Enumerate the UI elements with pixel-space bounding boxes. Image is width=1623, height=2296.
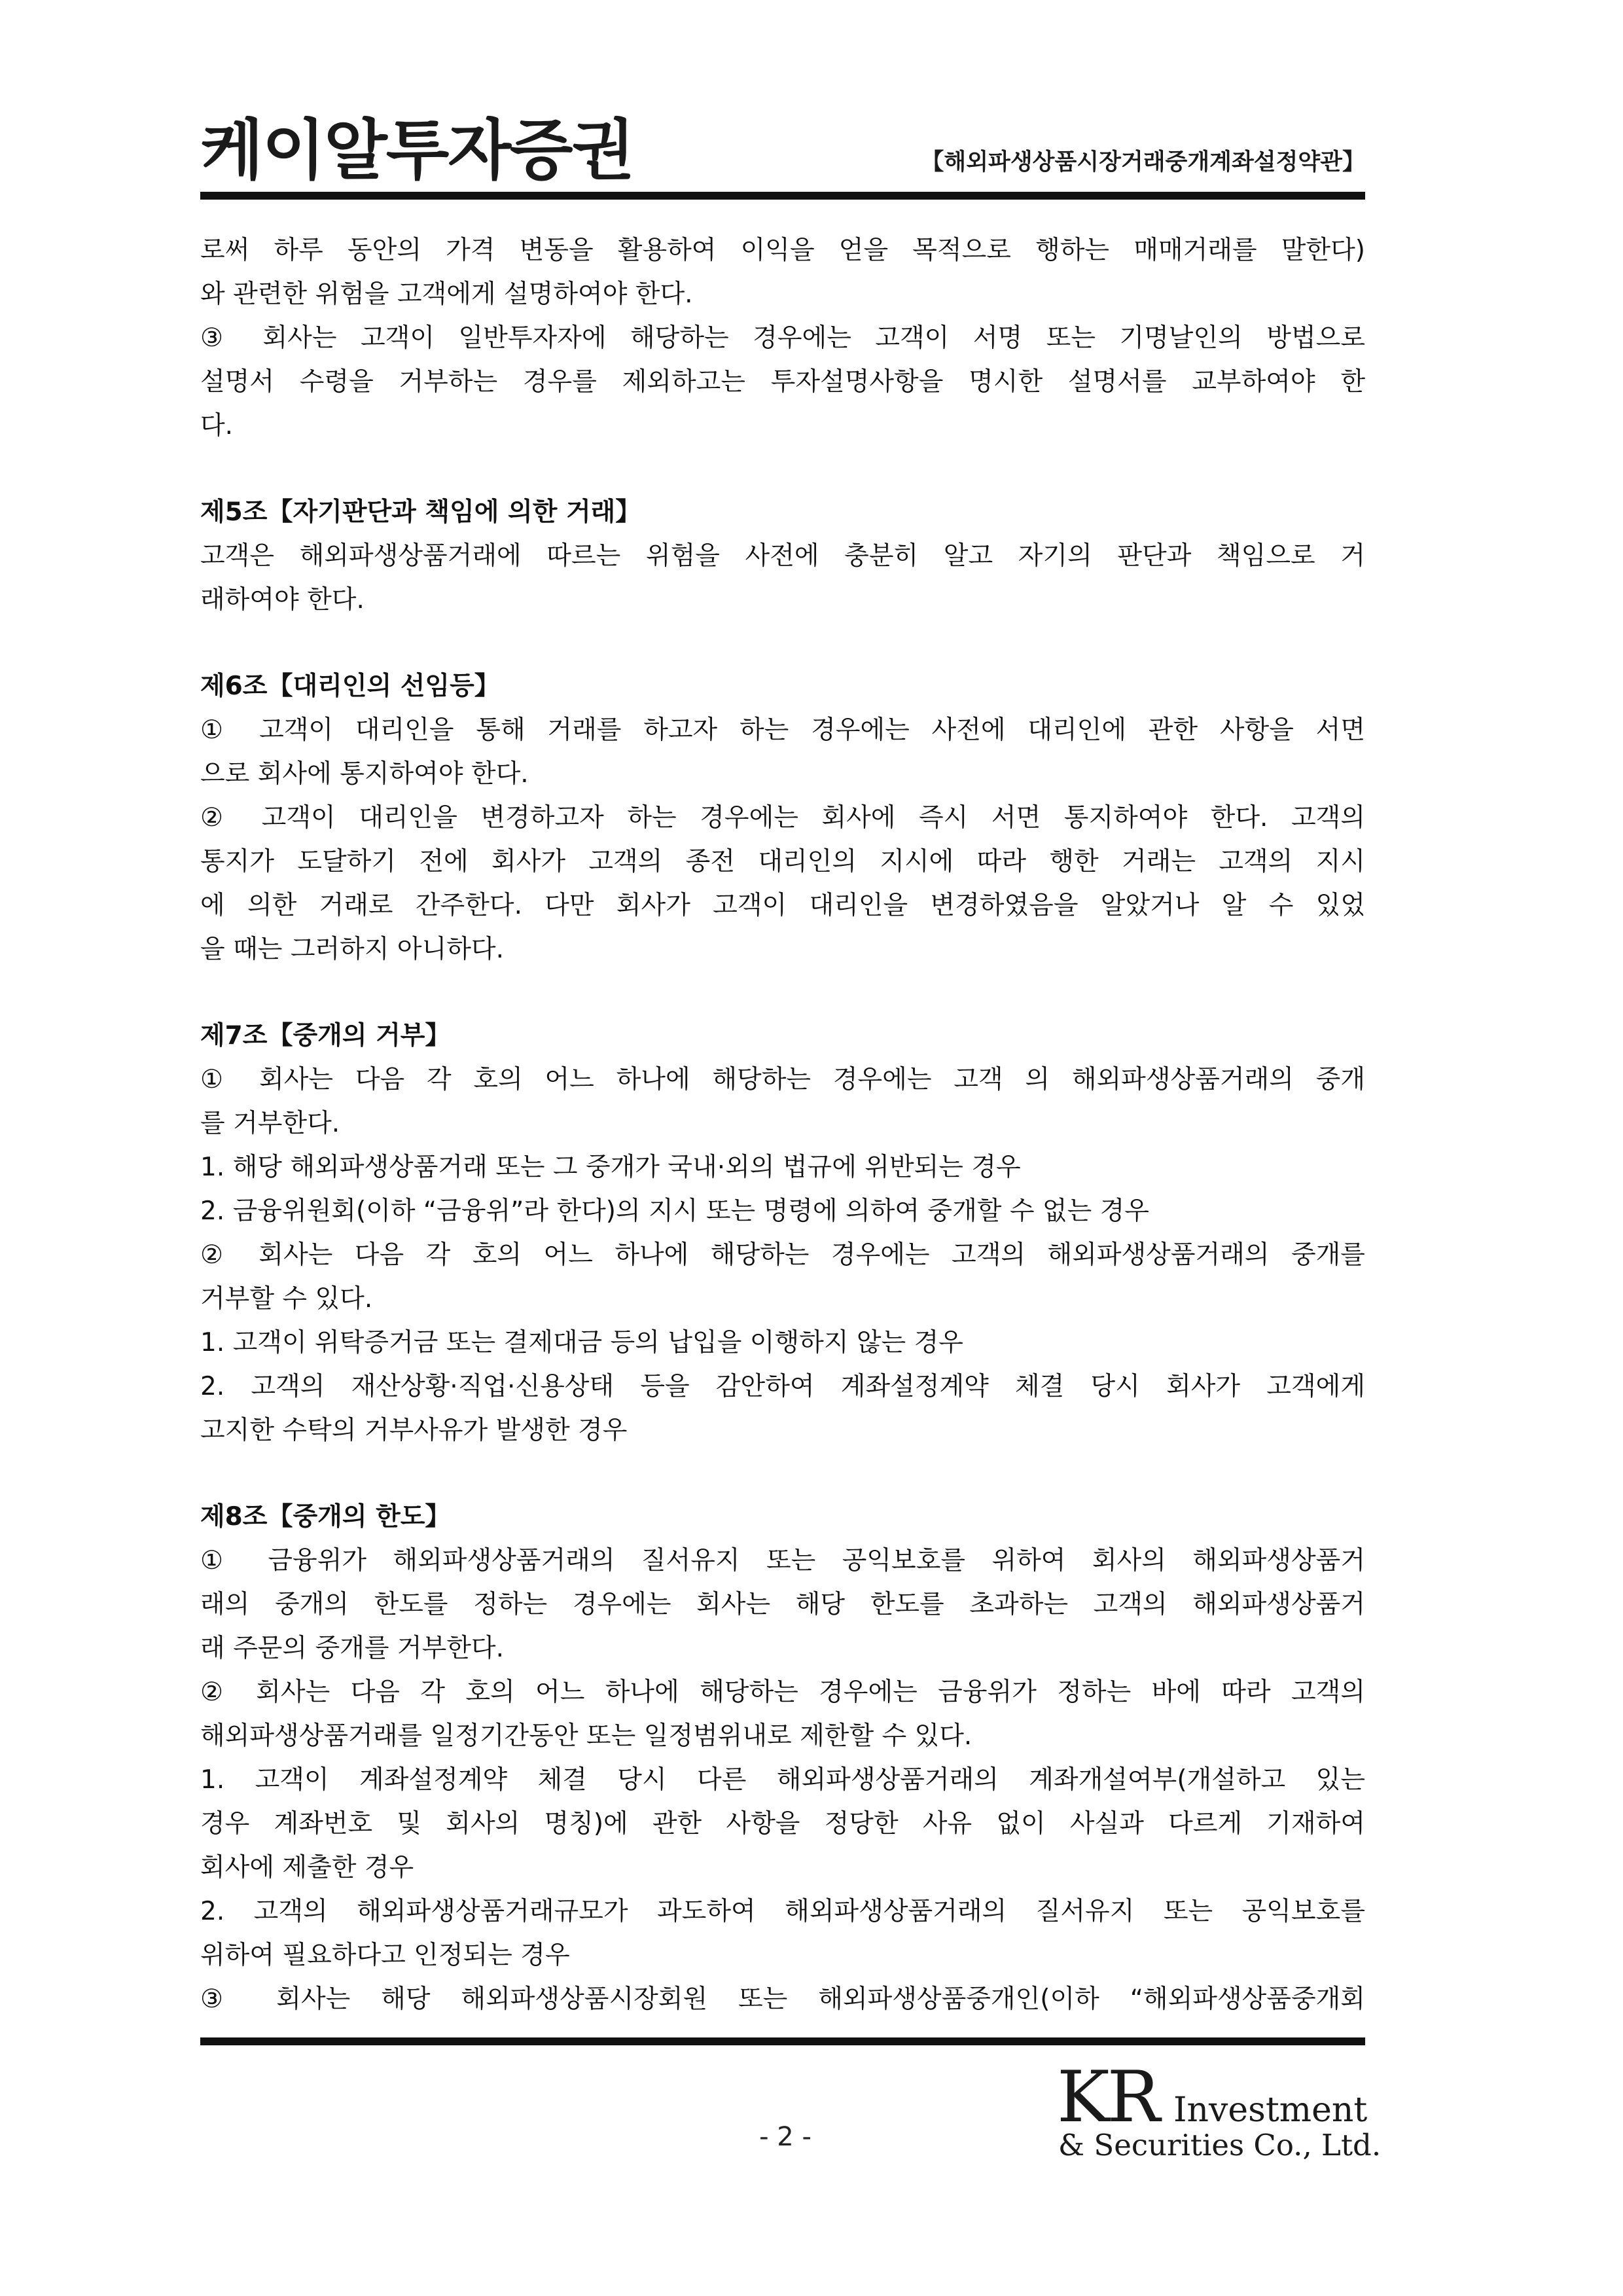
body-text-line: 을 때는 그러하지 아니하다.: [200, 935, 505, 964]
article-heading: 제7조【중개의 거부】: [200, 1021, 451, 1050]
paragraph-gap: [200, 448, 1365, 490]
logo-kr-text: KR: [1057, 2056, 1158, 2138]
body-text-line: 다.: [200, 411, 234, 440]
body-text-line: 거부할 수 있다.: [200, 1284, 373, 1314]
logo-investment-text: Investment: [1173, 2090, 1368, 2130]
body-text-line: ② 회사는 다음 각 호의 어느 하나에 해당하는 경우에는 고객의 해외파생상품거래의 중개를: [200, 1240, 1365, 1270]
body-text-line: ③ 회사는 고객이 일반투자자에 해당하는 경우에는 고객이 서명 또는 기명날인의 방법으로: [200, 323, 1365, 353]
company-name: 케이알투자증권: [200, 112, 634, 188]
body-text-line: 회사에 제출한 경우: [200, 1853, 414, 1882]
body-text-line: 2. 고객의 해외파생상품거래규모가 과도하여 해외파생상품거래의 질서유지 또는 공익보호를: [200, 1897, 1365, 1926]
body-text-line: ② 고객이 대리인을 변경하고자 하는 경우에는 회사에 즉시 서면 통지하여야 한다. 고객의: [200, 803, 1365, 833]
article-heading: 제5조【자기판단과 책임에 의한 거래】: [200, 497, 641, 527]
body-text-line: 에 의한 거래로 간주한다. 다만 회사가 고객이 대리인을 변경하였음을 알았거나 알 수 있었: [200, 891, 1365, 920]
article-heading: 제6조【대리인의 선임등】: [200, 672, 500, 701]
document-title: 【해외파생상품시장거래중개계좌설정약관】: [921, 149, 1365, 175]
body-text-line: 1. 고객이 계좌설정계약 체결 당시 다른 해외파생상품거래의 계좌개설여부(개설하고 있는: [200, 1765, 1365, 1795]
body-text-line: 통지가 도달하기 전에 회사가 고객의 종전 대리인의 지시에 따라 행한 거래는 고객의 지시: [200, 847, 1365, 876]
body-text-line: 2. 금융위원회(이하 “금융위”라 한다)의 지시 또는 명령에 의하여 중개할 수 없는 경우: [200, 1196, 1149, 1226]
body-text-line: ② 회사는 다음 각 호의 어느 하나에 해당하는 경우에는 금융위가 정하는 바에 따라 고객의: [200, 1677, 1365, 1707]
page-header: [200, 108, 1365, 200]
body-text-line: 래하여야 한다.: [200, 585, 365, 615]
paragraph-gap: [200, 971, 1365, 1014]
body-text-line: 해외파생상품거래를 일정기간동안 또는 일정범위내로 제한할 수 있다.: [200, 1721, 972, 1751]
body-text-line: ① 금융위가 해외파생상품거래의 질서유지 또는 공익보호를 위하여 회사의 해외파생상품거: [200, 1546, 1365, 1575]
footer-rule: [200, 2037, 1365, 2045]
body-text-line: 1. 고객이 위탁증거금 또는 결제대금 등의 납입을 이행하지 않는 경우: [200, 1328, 963, 1357]
page-number: - 2 -: [759, 2122, 812, 2152]
body-text-line: 고지한 수탁의 거부사유가 발생한 경우: [200, 1416, 628, 1445]
body-text-line: 경우 계좌번호 및 회사의 명칭)에 관한 사항을 정당한 사유 없이 사실과 다르게 기재하여: [200, 1809, 1365, 1839]
body-text-line: 1. 해당 해외파생상품거래 또는 그 중개가 국내·외의 법규에 위반되는 경우: [200, 1153, 1021, 1182]
header-rule: [200, 192, 1365, 200]
body-text-line: ③ 회사는 해당 해외파생상품시장회원 또는 해외파생상품중개인(이하 “해외파생상품중개회: [200, 1984, 1365, 2014]
body-text-line: 으로 회사에 통지하여야 한다.: [200, 759, 529, 789]
document-body: [200, 228, 1365, 2021]
paragraph-gap: [200, 622, 1365, 664]
body-text-line: 로써 하루 동안의 가격 변동을 활용하여 이익을 얻을 목적으로 행하는 매매거래를 말한다): [200, 236, 1365, 265]
logo-securities-text: & Securities Co., Ltd.: [1058, 2128, 1382, 2162]
company-logo: [1057, 2056, 1382, 2166]
body-text-line: 와 관련한 위험을 고객에게 설명하여야 한다.: [200, 279, 693, 309]
body-text-line: 2. 고객의 재산상황·직업·신용상태 등을 감안하여 계좌설정계약 체결 당시 회사가 고객에게: [200, 1372, 1365, 1401]
body-text-line: ① 고객이 대리인을 통해 거래를 하고자 하는 경우에는 사전에 대리인에 관한 사항을 서면: [200, 715, 1365, 745]
body-text-line: 설명서 수령을 거부하는 경우를 제외하고는 투자설명사항을 명시한 설명서를 교부하여야 한: [200, 367, 1365, 397]
body-text-line: 위하여 필요하다고 인정되는 경우: [200, 1941, 570, 1970]
body-text-line: 래 주문의 중개를 거부한다.: [200, 1634, 505, 1663]
paragraph-gap: [200, 1452, 1365, 1495]
body-text-line: ① 회사는 다음 각 호의 어느 하나에 해당하는 경우에는 고객 의 해외파생상품거래의 중개: [200, 1065, 1365, 1094]
body-text-line: 래의 중개의 한도를 정하는 경우에는 회사는 해당 한도를 초과하는 고객의 해외파생상품거: [200, 1590, 1365, 1619]
body-text-line: 를 거부한다.: [200, 1109, 340, 1138]
article-heading: 제8조【중개의 한도】: [200, 1502, 451, 1532]
body-text-line: 고객은 해외파생상품거래에 따르는 위험을 사전에 충분히 알고 자기의 판단과 책임으로 거: [200, 541, 1365, 571]
